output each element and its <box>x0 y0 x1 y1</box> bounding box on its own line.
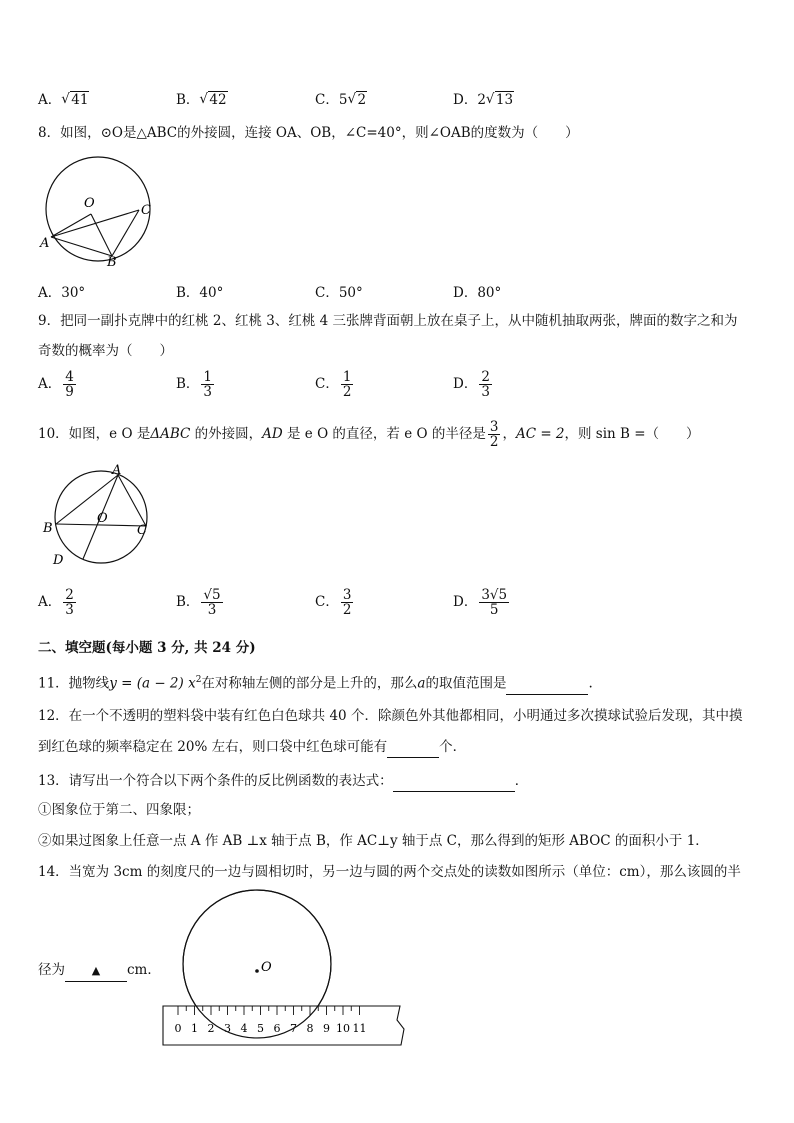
q8-label-b: B <box>107 255 117 268</box>
ruler-tick-label: 7 <box>290 1022 297 1035</box>
q14-stem: 14．当宽为 3cm 的刻度尺的一边与圆相切时，另一边与圆的两个交点处的读数如图所示（单位：cm），那么该圆的半 <box>38 864 741 880</box>
q10-option-b: B． $\frac{√5}{3}$ <box>176 587 221 619</box>
q13-answer-blank[interactable] <box>393 771 515 792</box>
ruler-tick-label: 6 <box>273 1022 281 1035</box>
q13-condition-1: ①图象位于第二、四象限； <box>38 802 200 818</box>
q10-figure <box>40 464 158 570</box>
q9-stem-line1: 9．把同一副扑克牌中的红桃 2、红桃 3、红桃 4 三张牌背面朝上放在桌子上，从中随机抽取两张，牌面的数字之和为 <box>38 313 738 329</box>
q7-option-c: C．5√ 2 <box>315 88 367 108</box>
q8-label-o: O <box>84 196 95 211</box>
q9-option-c: C． $\frac{1}{2}$ <box>315 369 352 401</box>
q7-option-a: A．√ 41 <box>38 88 89 108</box>
ruler-tick-label: 4 <box>240 1022 248 1035</box>
q11-answer-blank[interactable] <box>506 674 588 695</box>
ruler-tick-label: 9 <box>323 1022 330 1035</box>
q8-option-b: B．40° <box>176 285 224 301</box>
q10-label-c: C <box>137 523 147 538</box>
q12-stem-line1: 12．在一个不透明的塑料袋中装有红色白色球共 40 个．除颜色外其他都相同，小明通过多次摸球试验后发现，其中摸 <box>38 708 743 724</box>
q13-condition-2: ②如果过图象上任意一点 A 作 AB ⊥x 轴于点 B，作 AC⊥y 轴于点 C，那么得到的矩形 ABOC 的面积小于 1． <box>38 833 709 849</box>
q7-option-d: D．2√ 13 <box>453 88 514 108</box>
q10-option-c: C． $\frac{3}{2}$ <box>315 587 352 619</box>
q8-option-a: A．30° <box>38 285 86 301</box>
q8-option-c: C．50° <box>315 285 363 301</box>
q8-figure <box>36 156 156 268</box>
q10-option-d: D． $\frac{3√5}{5}$ <box>453 587 508 619</box>
q8-option-d: D．80° <box>453 285 502 301</box>
q10-stem: 10．如图，e O 是ΔABC 的外接圆，AD 是 e O 的直径，若 e O 的半径是 $\frac{3}{2}$ ，AC = 2，则 sin B =（ ） <box>38 419 700 451</box>
q9-option-d: D． $\frac{2}{3}$ <box>453 369 490 401</box>
q8-label-c: C <box>141 203 151 218</box>
center-label: O <box>261 960 272 975</box>
q12-answer-blank[interactable] <box>387 737 439 758</box>
ruler-tick-label: 10 <box>336 1022 350 1035</box>
ruler-tick-label: 0 <box>174 1022 182 1035</box>
q14-radius-line: 径为 ▲ cm． <box>38 960 161 982</box>
q10-label-b: B <box>43 521 53 536</box>
center-point <box>255 969 259 973</box>
q12-stem-line2: 到红色球的频率稳定在 20% 左右，则口袋中红色球可能有 个． <box>38 737 466 758</box>
q10-option-a: A． $\frac{2}{3}$ <box>38 587 74 619</box>
ruler-tick-label: 3 <box>224 1022 231 1035</box>
q9-option-a: A． $\frac{4}{9}$ <box>38 369 74 401</box>
q8-stem: 8．如图，⊙O是△ABC的外接圆，连接 OA、OB，∠C=40°，则∠OAB的度数为（ ） <box>38 125 579 141</box>
q9-stem-line2: 奇数的概率为（ ） <box>38 343 173 359</box>
ruler <box>163 1006 404 1045</box>
ruler-tick-label: 8 <box>306 1022 314 1035</box>
q10-label-o: O <box>97 511 108 526</box>
q10-label-a: A <box>112 464 122 478</box>
q13-stem: 13．请写出一个符合以下两个条件的反比例函数的表达式： ． <box>38 771 528 792</box>
q14-figure <box>160 882 410 1050</box>
q11-stem: 11．抛物线y = (a − 2) $x^2$在对称轴左侧的部分是上升的，那么a的取值范围是 . <box>38 670 593 695</box>
ruler-tick-label: 5 <box>257 1022 264 1035</box>
ruler-tick-label: 11 <box>352 1022 367 1035</box>
q7-option-b: B．√ 42 <box>176 88 228 108</box>
ruler-tick-label: 2 <box>207 1022 215 1035</box>
ruler-tick-label: 1 <box>191 1022 198 1035</box>
q10-label-d: D <box>53 553 64 568</box>
q8-label-a: A <box>40 236 50 251</box>
section-title: 二、填空题(每小题 3 分, 共 24 分) <box>38 640 256 656</box>
q9-option-b: B． $\frac{1}{3}$ <box>176 369 213 401</box>
q14-answer-blank[interactable]: ▲ <box>65 960 127 982</box>
